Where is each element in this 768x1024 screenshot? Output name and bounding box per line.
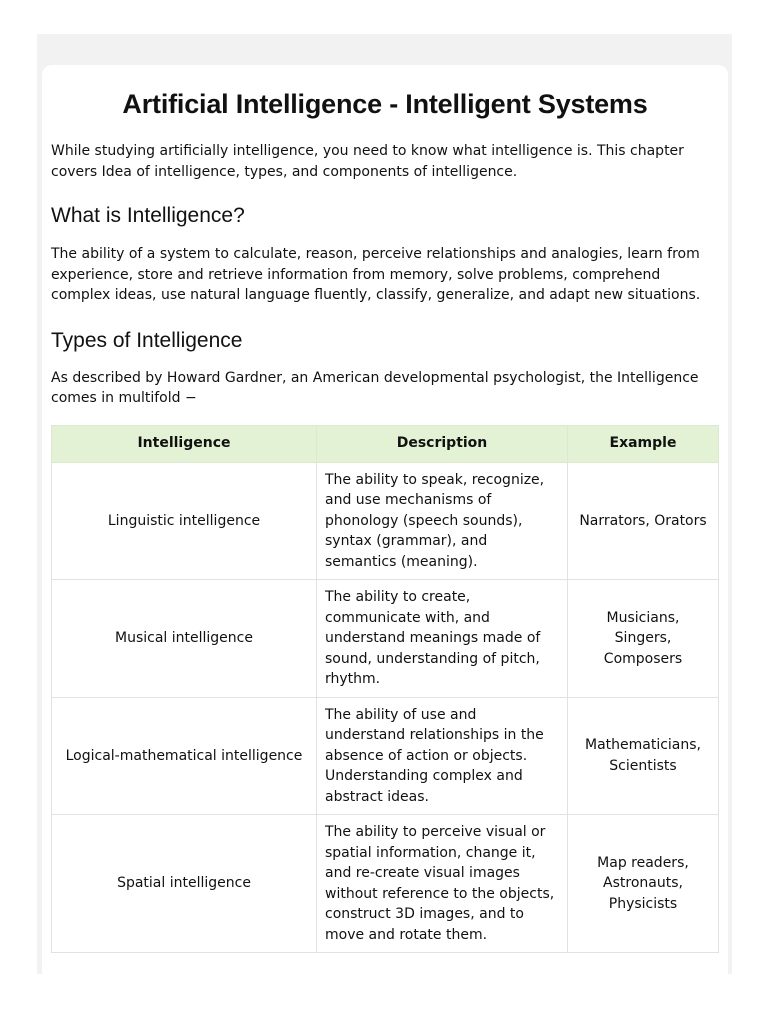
example-cell: Map readers, Astronauts, Physicists [568, 815, 719, 953]
table-header-row [52, 425, 719, 462]
description-cell: The ability to perceive visual or spatial information, change it, and re-create visual images without reference to the objects, construct 3D images, and to move and rotate them. [317, 815, 568, 953]
column-header-intelligence: Intelligence [52, 425, 317, 462]
example-cell: Mathematicians, Scientists [568, 697, 719, 815]
article-content [51, 65, 719, 953]
types-intro-paragraph: As described by Howard Gardner, an American developmental psychologist, the Intelligence comes in multifold − [51, 369, 699, 406]
column-header-description: Description [317, 425, 568, 462]
intelligence-cell: Logical-mathematical intelligence [52, 697, 317, 815]
example-cell: Musicians, Singers, Composers [568, 580, 719, 698]
intro-paragraph: While studying artificially intelligence, you need to know what intelligence is. This chapter covers Idea of intelligence, types, and components of intelligence. [51, 143, 684, 180]
section-heading-what-is-intelligence: What is Intelligence? [51, 204, 245, 227]
table-row [52, 697, 719, 815]
intelligence-cell: Spatial intelligence [52, 815, 317, 953]
example-cell: Narrators, Orators [568, 462, 719, 580]
description-cell: The ability of use and understand relationships in the absence of action or objects. Understanding complex and abstract ideas. [317, 697, 568, 815]
page-title: Artificial Intelligence - Intelligent Systems [122, 89, 648, 119]
description-cell: The ability to create, communicate with, and understand meanings made of sound, understanding of pitch, rhythm. [317, 580, 568, 698]
table-row [52, 580, 719, 698]
table-row [52, 815, 719, 953]
intelligence-cell: Musical intelligence [52, 580, 317, 698]
intelligence-definition-paragraph: The ability of a system to calculate, reason, perceive relationships and analogies, learn from experience, store and retrieve information from memory, solve problems, comprehend complex ideas, use natural language fluently, classify, generalize, and adapt new situations. [51, 246, 701, 303]
intelligence-cell: Linguistic intelligence [52, 462, 317, 580]
column-header-example: Example [568, 425, 719, 462]
section-heading-types-of-intelligence: Types of Intelligence [51, 328, 243, 352]
table-row [52, 462, 719, 580]
description-cell: The ability to speak, recognize, and use mechanisms of phonology (speech sounds), syntax (grammar), and semantics (meaning). [317, 462, 568, 580]
intelligence-types-table [51, 425, 719, 954]
